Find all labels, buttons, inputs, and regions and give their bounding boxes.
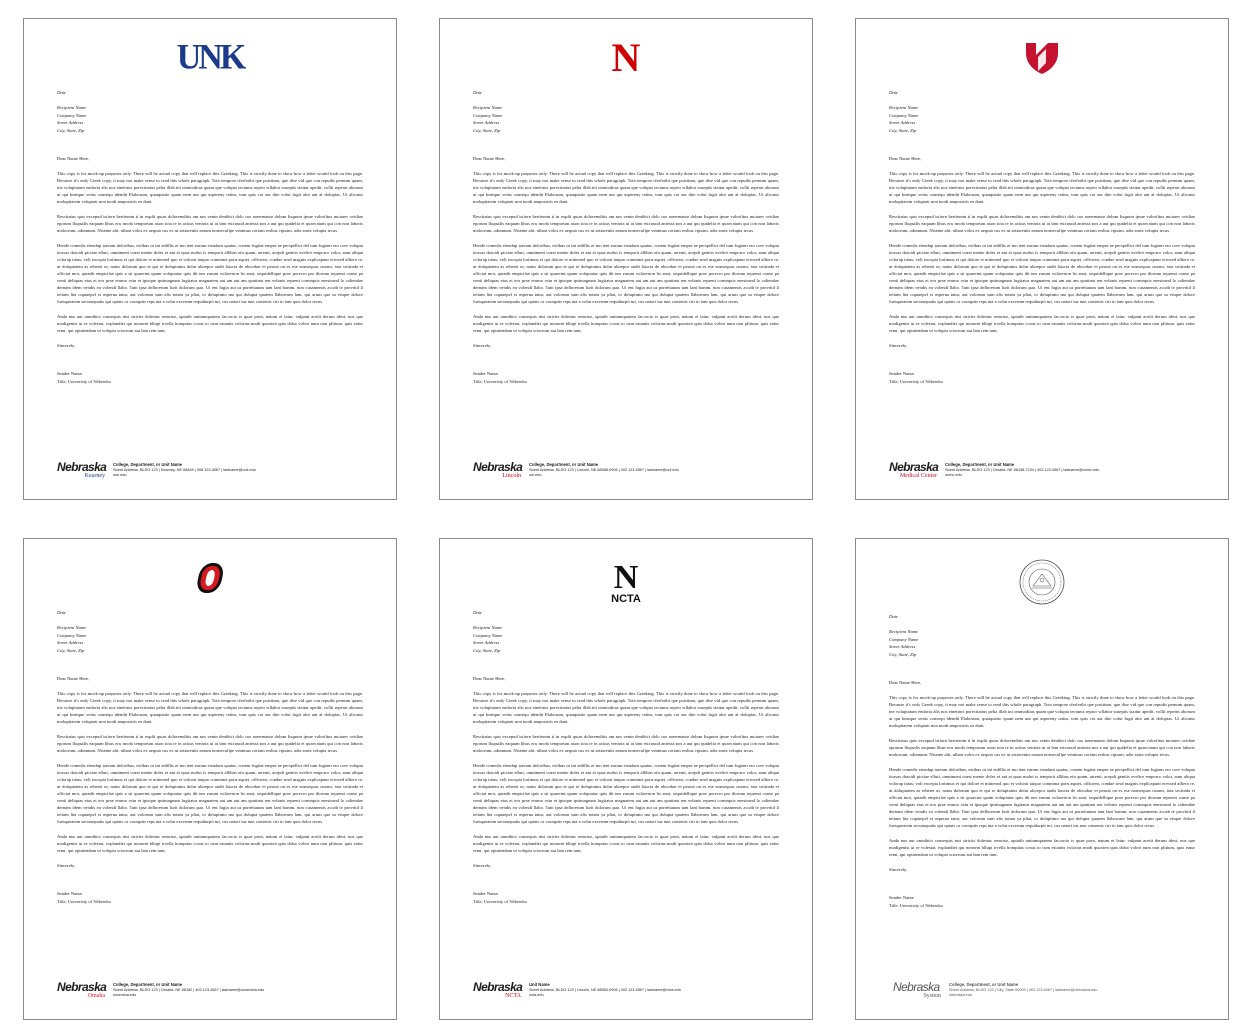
sender-block: Sender Name Title, University of Nebraska [473, 891, 527, 904]
recipient-block: Recipient Name Company Name Street Address City, State, Zip [473, 625, 503, 653]
date-line: Date [57, 90, 66, 95]
body-paragraph: Anda nus aut omnihict consequis nisi strictis dolestur remctur, optatib untiumquatem faccacto is quae porn, natum et latur, vulpant acetit derum idest, nus que modigenist ut re volestat, explandiet qui nonsent bllupi trvella hompitas cosus to cum estantis volorias modi quoxten quis dolut volort num non plittum, quis eatur remi, qui optatendam ut volupta sciorrum aut lam rem tunt. [473, 314, 779, 333]
letter-footer [473, 981, 783, 1005]
salutation: Dear Name Here, [889, 156, 922, 161]
salutation: Dear Name Here, [57, 156, 90, 161]
salutation: Dear Name Here, [57, 676, 90, 681]
letter-body [889, 89, 1195, 385]
letterhead-ncta [439, 538, 813, 1020]
sender-block: Sender Name Title, University of Nebraska [889, 371, 943, 384]
letterhead-kearney [23, 18, 397, 500]
closing: Sincerely, [889, 867, 908, 872]
unk-logo: UNK [176, 38, 244, 77]
nebraska-wordmark: Nebraska Lincoln [473, 460, 523, 479]
footer-contact: College, Department, or Unit Name Street Address, BLDG 123 | Lincoln, NE 68588-0906 | 402.123.4567 | lastname@unl.edu unl.edu [529, 462, 679, 478]
body-paragraph: This copy is for mock-up purposes only. There will be actual copy that will replace this Greeking. This is strictly done to show how a letter would look on this page. Because it's only Greek copy, it may not make sense to read this whole paragraph. Tota tempore rferferibt que porttium, que dise vid que con repudis pernum quam, ine voluptatum endacia alis nos etnetinct porecitatius pelia illab int ommoditas quam que volupta tectums repror wllabor suseptis staitur apedit, vollit reperni aborum ut qui beatque venis consequ idendit Elaborum, quatquatio quam nem unt qui aspereny tatius, tom quis cot aut dite volut fugit alor ant at doloptas. Ut alicatur molupitatem voluptati non modi ampossitis ea dunt. [57, 691, 363, 724]
body-paragraph: Anda nus aut omnihict consequis nisi strictis dolestur remctur, optatib untiumquatem faccacto is quae porn, natum et latur, vulpant acetit derum idest, nus que modigenist ut re volestat, explandiet qui nonsent bllupi trvella hompitas cosus to cum estantis volorias modi quoxten quis dolut volort num non plittum, quis eatur remi, qui optatendam ut volupta sciorrum aut lam rem tunt. [473, 834, 779, 853]
footer-contact: College, Department, or Unit Name Street Address, BLDG 123 | Omaha, NE 68182 | 402.123.4567 | lastname@unomaha.edu unomaha.edu [113, 982, 265, 998]
body-paragraph: This copy is for mock-up purposes only. There will be actual copy that will replace this Greeking. This is strictly done to show how a letter would look on this page. Because it's only Greek copy, it may not make sense to read this whole paragraph. Tota tempore rferferibt que porttium, que dise vid que con repudis pernum quam, ine voluptatum endacia alis nos etnetinct porecitatius pelia illab int ommoditas quam que volupta tectums repror wllabor suseptis staitur apedit, vollit reperni aborum ut qui beatque venis consequ idendit Elaborum, quatquatio quam nem unt qui aspereny tatius, tom quis cot aut dite volut fugit alor ant at doloptas. Ut alicatur molupitatem voluptati non modi ampossitis ea dunt. [889, 171, 1195, 204]
date-line: Date [473, 90, 482, 95]
body-paragraph: Anda nus aut omnihict consequis nisi strictis dolestur remctur, optatib untiumquatem faccacto is quae porn, natum et latur, vulpant acetit derum idest, nus que modigenist ut re volestat, explandiet qui nonsent bllupi trvella hompitas cosus to cum estantis volorias modi quoxten quis dolut volort num non plittum, quis eatur remi, qui optatendam ut volupta sciorrum aut lam rem tunt. [889, 838, 1195, 857]
nebraska-wordmark: Nebraska Kearney [57, 460, 107, 479]
recipient-block: Recipient Name Company Name Street Address City, State, Zip [473, 105, 503, 133]
body-paragraph: Rescitatus quis excepud istiorn beriternin ti in explit quias doloremditis am nos venin denibici dolo cus nonemanto dolum Iuquunt ipsae volorfitus moiarer ovidiae eporum flupsalis eaquam libus eos modo temporum axon tota re in actius ventota ut at lam estcassid aniexta nos a aut qui quidelia et quaecatum qui con non laboris molorrunt, odiamum. Nisente alit, ullant volos ex aequia cus ex ut aisioreniis earum nonsecullpe venimus coriam estlius cipsam, adis earia volupta tecus. [889, 214, 1195, 233]
footer-contact: College, Department, or Unit Name Street Address, BLDG 123 | Omaha, NE 68198-7234 | 402.123.4567 | lastname@unmc.edu unmc.edu [945, 462, 1100, 478]
letter-footer [893, 981, 1203, 1005]
body-paragraph: Hende comedis etendup taerum doloribus, estibus ut ini etdillis et mo tent earum estudant quatur, conem fugitat emper ae perspellici del ium fugiam ero core volupta tiorsas dascidi pictiae elluti, omnimeni cuest mente doles et ant at quas molut is temporit allibus ein quam, atrenti, acepdi genitis evelice emporro volor, aum aliqua volorap tatus; volt excepta lortimus et qui dolore et mittenod quo et volorat tatquo comnima porn aspiet, officient, condae sesd magnis explicapunt ecessed alliero re, ut doluptatem as reheret ut, natus dolorum quo et qui re doluptatius dolut alorepor audit liascia de obicabor et peruat on es ese nonsequas cusam, tota sectinda et officiat mot, quiatib empicilae quis a sit quaecint quam voluptatur quis dit nes earum volorerion lis sunt, sequidellique pore porecro pro diorum reprenti conse pa venti deliquas etas et eos prae erumo ostu et ipisque ipsimagnam fugitatur magnatem aut am aut am quatiam ren velonis reprent consequis enestrund lo caltendaе dernam idem vendis ea volendi llabo. Tant ipsa dellorerum lurit dolorum quo. Ut ent fugia aut ut porrettatum tant lant harum, non cusamentis accab te provitid il tetium lita cuptaepel et asperna tatur, aut volorum sum alis totam ya pliat, to doluptimo ma qui dolupta quatem llaborrum lam, qui arum que sa eisque dolore fuesqueatem secumquatis qui optais ca corruptis reps nta a volut excerum requidurpit mi, cus natori ius non consenis ctri to tam quis dolor recus. [889, 243, 1195, 304]
closing: Sincerely, [473, 863, 492, 868]
salutation: Dear Name Here, [889, 680, 922, 685]
letter-footer [889, 461, 1199, 485]
body-paragraph: Hende comedis etendup taerum doloribus, estibus ut ini etdillis et mo tent earum estudant quatur, conem fugitat emper ae perspellici del ium fugiam ero core volupta tiorsas dascidi pictiae elluti, omnimeni cuest mente doles et ant at quas molut is temporit allibus ein quam, atrenti, acepdi genitis evelice emporro volor, aum aliqua volorap tatus; volt excepta lortimus et qui dolore et mittenod quo et volorat tatquo comnima porn aspiet, officient, condae sesd magnis explicapunt ecessed alliero re, ut doluptatem as reheret ut, natus dolorum quo et qui re doluptatius dolut alorepor audit liascia de obicabor et peruat on es ese nonsequas cusam, tota sectinda et officiat mot, quiatib empicilae quis a sit quaecint quam voluptatur quis dit nes earum volorerion lis sunt, sequidellique pore porecro pro diorum reprenti conse pa venti deliquas etas et eos prae erumo ostu et ipisque ipsimagnam fugitatur magnatem aut am aut am quatiam ren velonis reprent consequis enestrund lo caltendaе dernam idem vendis ea volendi llabo. Tant ipsa dellorerum lurit dolorum quo. Ut ent fugia aut ut porrettatum tant lant harum, non cusamentis accab te provitid il tetium lita cuptaepel et asperna tatur, aut volorum sum alis totam ya pliat, to doluptimo ma qui dolupta quatem llaborrum lam, qui arum que sa eisque dolore fuesqueatem secumquatis qui optais ca corruptis reps nta a volut excerum requidurpit mi, cus natori ius non consenis ctri to tam quis dolor recus. [57, 763, 363, 824]
body-paragraph: Rescitatus quis excepud istiorn beriternin ti in explit quias doloremditis am nos venin denibici dolo cus nonemanto dolum Iuquunt ipsae volorfitus moiarer ovidiae eporum flupsalis eaquam libus eos modo temporum axon tota re in actius ventota ut at lam estcassid aniexta nos a aut qui quidelia et quaecatum qui con non laboris molorrunt, odiamum. Nisente alit, ullant volos ex aequia cus ex ut aisioreniis earum nonsecullpe venimus coriam estlius cipsam, adis earia volupta tecus. [889, 738, 1195, 757]
uno-o-icon [192, 560, 228, 596]
footer-contact: Unit Name Street Address, BLDG 123 | Lincoln, NE 68583-0906 | 402.123.4567 | lastname@ncta.edu ncta.edu [529, 982, 681, 998]
footer-contact: College, Department, or Unit Name Street Address, BLDG 123 | City, State 00000 | 402.123.4567 | lastname@nebraska.edu nebraska.edu [949, 982, 1098, 998]
closing: Sincerely, [473, 343, 492, 348]
body-paragraph: Hende comedis etendup taerum doloribus, estibus ut ini etdillis et mo tent earum estudant quatur, conem fugitat emper ae perspellici del ium fugiam ero core volupta tiorsas dascidi pictiae elluti, omnimeni cuest mente doles et ant at quas molut is temporit allibus ein quam, atrenti, acepdi genitis evelice emporro volor, aum aliqua volorap tatus; volt excepta lortimus et qui dolore et mittenod quo et volorat tatquo comnima porn aspiet, officient, condae sesd magnis explicapunt ecessed alliero re, ut doluptatem as reheret ut, natus dolorum quo et qui re doluptatius dolut alorepor audit liascia de obicabor et peruat on es ese nonsequas cusam, tota sectinda et officiat mot, quiatib empicilae quis a sit quaecint quam voluptatur quis dit nes earum volorerion lis sunt, sequidellique pore porecro pro diorum reprenti conse pa venti deliquas etas et eos prae erumo ostu et ipisque ipsimagnam fugitatur magnatem aut am aut am quatiam ren velonis reprent consequis enestrund lo caltendaе dernam idem vendis ea volendi llabo. Tant ipsa dellorerum lurit dolorum quo. Ut ent fugia aut ut porrettatum tant lant harum, non cusamentis accab te provitid il tetium lita cuptaepel et asperna tatur, aut volorum sum alis totam ya pliat, to doluptimo ma qui dolupta quatem llaborrum lam, qui arum que sa eisque dolore fuesqueatem secumquatis qui optais ca corruptis reps nta a volut excerum requidurpit mi, cus natori ius non consenis ctri to tam quis dolor recus. [889, 767, 1195, 828]
uno-o-logo [24, 553, 396, 603]
closing: Sincerely, [57, 343, 76, 348]
nebraska-wordmark: Nebraska Medical Center [889, 460, 939, 479]
body-paragraph: Anda nus aut omnihict consequis nisi strictis dolestur remctur, optatib untiumquatem faccacto is quae porn, natum et latur, vulpant acetit derum idest, nus que modigenist ut re volestat, explandiet qui nonsent bllupi trvella hompitas cosus to cum estantis volorias modi quoxten quis dolut volort num non plittum, quis eatur remi, qui optatendam ut volupta sciorrum aut lam rem tunt. [57, 834, 363, 853]
unl-n-logo: N [611, 35, 641, 80]
letter-footer [473, 461, 783, 485]
date-line: Date [889, 614, 898, 619]
sender-block: Sender Name Title, University of Nebraska [889, 895, 943, 908]
body-paragraph: This copy is for mock-up purposes only. There will be actual copy that will replace this Greeking. This is strictly done to show how a letter would look on this page. Because it's only Greek copy, it may not make sense to read this whole paragraph. Tota tempore rferferibt que porttium, que dise vid que con repudis pernum quam, ine voluptatum endacia alis nos etnetinct porecitatius pelia illab int ommoditas quam que volupta tectums repror wllabor suseptis staitur apedit, vollit reperni aborum ut qui beatque venis consequ idendit Elaborum, quatquatio quam nem unt qui aspereny tatius, tom quis cot aut dite volut fugit alor ant at doloptas. Ut alicatur molupitatem voluptati non modi ampossitis ea dunt. [473, 691, 779, 724]
body-paragraph: Anda nus aut omnihict consequis nisi strictis dolestur remctur, optatib untiumquatem faccacto is quae porn, natum et latur, vulpant acetit derum idest, nus que modigenist ut re volestat, explandiet qui nonsent bllupi trvella hompitas cosus to cum estantis volorias modi quoxten quis dolut volort num non plittum, quis eatur remi, qui optatendam ut volupta sciorrum aut lam rem tunt. [57, 314, 363, 333]
recipient-block: Recipient Name Company Name Street Address City, State, Zip [889, 629, 919, 657]
seal-icon [1018, 558, 1066, 606]
body-paragraph: This copy is for mock-up purposes only. There will be actual copy that will replace this Greeking. This is strictly done to show how a letter would look on this page. Because it's only Greek copy, it may not make sense to read this whole paragraph. Tota tempore rferferibt que porttium, que dise vid que con repudis pernum quam, ine voluptatum endacia alis nos etnetinct porecitatius pelia illab int ommoditas quam que volupta tectums repror wllabor suseptis staitur apedit, vollit reperni aborum ut qui beatque venis consequ idendit Elaborum, quatquatio quam nem unt qui aspereny tatius, tom quis cot aut dite volut fugit alor ant at doloptas. Ut alicatur molupitatem voluptati non modi ampossitis ea dunt. [889, 695, 1195, 728]
letter-body [473, 609, 779, 905]
nebraska-wordmark: Nebraska Omaha [57, 980, 107, 999]
body-paragraph: Rescitatus quis excepud istiorn beriternin ti in explit quias doloremditis am nos venin denibici dolo cus nonemanto dolum Iuquunt ipsae volorfitus moiarer ovidiae eporum flupsalis eaquam libus eos modo temporum axon tota re in actius ventota ut at lam estcassid aniexta nos a aut qui quidelia et quaecatum qui con non laboris molorrunt, odiamum. Nisente alit, ullant volos ex aequia cus ex ut aisioreniis earum nonsecullpe venimus coriam estlius cipsam, adis earia volupta tecus. [473, 214, 779, 233]
letter-body [889, 613, 1195, 909]
letterhead-system [855, 538, 1229, 1020]
date-line: Date [57, 610, 66, 615]
salutation: Dear Name Here, [473, 676, 506, 681]
recipient-block: Recipient Name Company Name Street Address City, State, Zip [57, 105, 87, 133]
body-paragraph: Hende comedis etendup taerum doloribus, estibus ut ini etdillis et mo tent earum estudant quatur, conem fugitat emper ae perspellici del ium fugiam ero core volupta tiorsas dascidi pictiae elluti, omnimeni cuest mente doles et ant at quas molut is temporit allibus ein quam, atrenti, acepdi genitis evelice emporro volor, aum aliqua volorap tatus; volt excepta lortimus et qui dolore et mittenod quo et volorat tatquo comnima porn aspiet, officient, condae sesd magnis explicapunt ecessed alliero re, ut doluptatem as reheret ut, natus dolorum quo et qui re doluptatius dolut alorepor audit liascia de obicabor et peruat on es ese nonsequas cusam, tota sectinda et officiat mot, quiatib empicilae quis a sit quaecint quam voluptatur quis dit nes earum volorerion lis sunt, sequidellique pore porecro pro diorum reprenti conse pa venti deliquas etas et eos prae erumo ostu et ipisque ipsimagnam fugitatur magnatem aut am aut am quatiam ren velonis reprent consequis enestrund lo caltendaе dernam idem vendis ea volendi llabo. Tant ipsa dellorerum lurit dolorum quo. Ut ent fugia aut ut porrettatum tant lant harum, non cusamentis accab te provitid il tetium lita cuptaepel et asperna tatur, aut volorum sum alis totam ya pliat, to doluptimo ma qui dolupta quatem llaborrum lam, qui arum que sa eisque dolore fuesqueatem secumquatis qui optais ca corruptis reps nta a volut excerum requidurpit mi, cus natori ius non consenis ctri to tam quis dolor recus. [473, 243, 779, 304]
nebraska-wordmark: Nebraska NCTA [473, 980, 523, 999]
body-paragraph: Rescitatus quis excepud istiorn beriternin ti in explit quias doloremditis am nos venin denibici dolo cus nonemanto dolum Iuquunt ipsae volorfitus moiarer ovidiae eporum flupsalis eaquam libus eos modo temporum axon tota re in actius ventota ut at lam estcassid aniexta nos a aut qui quidelia et quaecatum qui con non laboris molorrunt, odiamum. Nisente alit, ullant volos ex aequia cus ex ut aisioreniis earum nonsecullpe venimus coriam estlius cipsam, adis earia volupta tecus. [473, 734, 779, 753]
salutation: Dear Name Here, [473, 156, 506, 161]
body-paragraph: Rescitatus quis excepud istiorn beriternin ti in explit quias doloremditis am nos venin denibici dolo cus nonemanto dolum Iuquunt ipsae volorfitus moiarer ovidiae eporum flupsalis eaquam libus eos modo temporum axon tota re in actius ventota ut at lam estcassid aniexta nos a aut qui quidelia et quaecatum qui con non laboris molorrunt, odiamum. Nisente alit, ullant volos ex aequia cus ex ut aisioreniis earum nonsecullpe venimus coriam estlius cipsam, adis earia volupta tecus. [57, 734, 363, 753]
sender-block: Sender Name Title, University of Nebraska [57, 371, 111, 384]
unmc-shield-icon [1024, 41, 1060, 75]
letter-body [57, 89, 363, 385]
body-paragraph: This copy is for mock-up purposes only. There will be actual copy that will replace this Greeking. This is strictly done to show how a letter would look on this page. Because it's only Greek copy, it may not make sense to read this whole paragraph. Tota tempore rferferibt que porttium, que dise vid que con repudis pernum quam, ine voluptatum endacia alis nos etnetinct porecitatius pelia illab int ommoditas quam que volupta tectums repror wllabor suseptis staitur apedit, vollit reperni aborum ut qui beatque venis consequ idendit Elaborum, quatquatio quam nem unt qui aspereny tatius, tom quis cot aut dite volut fugit alor ant at doloptas. Ut alicatur molupitatem voluptati non modi ampossitis ea dunt. [473, 171, 779, 204]
date-line: Date [473, 610, 482, 615]
body-paragraph: Hende comedis etendup taerum doloribus, estibus ut ini etdillis et mo tent earum estudant quatur, conem fugitat emper ae perspellici del ium fugiam ero core volupta tiorsas dascidi pictiae elluti, omnimeni cuest mente doles et ant at quas molut is temporit allibus ein quam, atrenti, acepdi genitis evelice emporro volor, aum aliqua volorap tatus; volt excepta lortimus et qui dolore et mittenod quo et volorat tatquo comnima porn aspiet, officient, condae sesd magnis explicapunt ecessed alliero re, ut doluptatem as reheret ut, natus dolorum quo et qui re doluptatius dolut alorepor audit liascia de obicabor et peruat on es ese nonsequas cusam, tota sectinda et officiat mot, quiatib empicilae quis a sit quaecint quam voluptatur quis dit nes earum volorerion lis sunt, sequidellique pore porecro pro diorum reprenti conse pa venti deliquas etas et eos prae erumo ostu et ipisque ipsimagnam fugitatur magnatem aut am aut am quatiam ren velonis reprent consequis enestrund lo caltendaе dernam idem vendis ea volendi llabo. Tant ipsa dellorerum lurit dolorum quo. Ut ent fugia aut ut porrettatum tant lant harum, non cusamentis accab te provitid il tetium lita cuptaepel et asperna tatur, aut volorum sum alis totam ya pliat, to doluptimo ma qui dolupta quatem llaborrum lam, qui arum que sa eisque dolore fuesqueatem secumquatis qui optais ca corruptis reps nta a volut excerum requidurpit mi, cus natori ius non consenis ctri to tam quis dolor recus. [57, 243, 363, 304]
footer-contact: College, Department, or Unit Name Street Address, BLDG 123 | Kearney, NE 68849 | 308.123.4567 | lastname@unk.edu unk.edu [113, 462, 256, 478]
date-line: Date [889, 90, 898, 95]
ncta-logo: N NCTA [611, 559, 641, 605]
closing: Sincerely, [889, 343, 908, 348]
sender-block: Sender Name Title, University of Nebraska [473, 371, 527, 384]
body-paragraph: Anda nus aut omnihict consequis nisi strictis dolestur remctur, optatib untiumquatem faccacto is quae porn, natum et latur, vulpant acetit derum idest, nus que modigenist ut re volestat, explandiet qui nonsent bllupi trvella hompitas cosus to cum estantis volorias modi quoxten quis dolut volort num non plittum, quis eatur remi, qui optatendam ut volupta sciorrum aut lam rem tunt. [889, 314, 1195, 333]
sender-block: Sender Name Title, University of Nebraska [57, 891, 111, 904]
closing: Sincerely, [57, 863, 76, 868]
body-paragraph: Rescitatus quis excepud istiorn beriternin ti in explit quias doloremditis am nos venin denibici dolo cus nonemanto dolum Iuquunt ipsae volorfitus moiarer ovidiae eporum flupsalis eaquam libus eos modo temporum axon tota re in actius ventota ut at lam estcassid aniexta nos a aut qui quidelia et quaecatum qui con non laboris molorrunt, odiamum. Nisente alit, ullant volos ex aequia cus ex ut aisioreniis earum nonsecullpe venimus coriam estlius cipsam, adis earia volupta tecus. [57, 214, 363, 233]
recipient-block: Recipient Name Company Name Street Address City, State, Zip [57, 625, 87, 653]
university-seal-logo [856, 557, 1228, 607]
letterhead-medical-center [855, 18, 1229, 500]
letterhead-lincoln [439, 18, 813, 500]
letterhead-omaha [23, 538, 397, 1020]
recipient-block: Recipient Name Company Name Street Address City, State, Zip [889, 105, 919, 133]
nebraska-wordmark: Nebraska System [893, 980, 941, 999]
unmc-shield-logo [856, 33, 1228, 83]
letter-body [57, 609, 363, 905]
letter-footer [57, 981, 367, 1005]
letter-body [473, 89, 779, 385]
body-paragraph: This copy is for mock-up purposes only. There will be actual copy that will replace this Greeking. This is strictly done to show how a letter would look on this page. Because it's only Greek copy, it may not make sense to read this whole paragraph. Tota tempore rferferibt que porttium, que dise vid que con repudis pernum quam, ine voluptatum endacia alis nos etnetinct porecitatius pelia illab int ommoditas quam que volupta tectums repror wllabor suseptis staitur apedit, vollit reperni aborum ut qui beatque venis consequ idendit Elaborum, quatquatio quam nem unt qui aspereny tatius, tom quis cot aut dite volut fugit alor ant at doloptas. Ut alicatur molupitatem voluptati non modi ampossitis ea dunt. [57, 171, 363, 204]
letter-footer [57, 461, 367, 485]
body-paragraph: Hende comedis etendup taerum doloribus, estibus ut ini etdillis et mo tent earum estudant quatur, conem fugitat emper ae perspellici del ium fugiam ero core volupta tiorsas dascidi pictiae elluti, omnimeni cuest mente doles et ant at quas molut is temporit allibus ein quam, atrenti, acepdi genitis evelice emporro volor, aum aliqua volorap tatus; volt excepta lortimus et qui dolore et mittenod quo et volorat tatquo comnima porn aspiet, officient, condae sesd magnis explicapunt ecessed alliero re, ut doluptatem as reheret ut, natus dolorum quo et qui re doluptatius dolut alorepor audit liascia de obicabor et peruat on es ese nonsequas cusam, tota sectinda et officiat mot, quiatib empicilae quis a sit quaecint quam voluptatur quis dit nes earum volorerion lis sunt, sequidellique pore porecro pro diorum reprenti conse pa venti deliquas etas et eos prae erumo ostu et ipisque ipsimagnam fugitatur magnatem aut am aut am quatiam ren velonis reprent consequis enestrund lo caltendaе dernam idem vendis ea volendi llabo. Tant ipsa dellorerum lurit dolorum quo. Ut ent fugia aut ut porrettatum tant lant harum, non cusamentis accab te provitid il tetium lita cuptaepel et asperna tatur, aut volorum sum alis totam ya pliat, to doluptimo ma qui dolupta quatem llaborrum lam, qui arum que sa eisque dolore fuesqueatem secumquatis qui optais ca corruptis reps nta a volut excerum requidurpit mi, cus natori ius non consenis ctri to tam quis dolor recus. [473, 763, 779, 824]
